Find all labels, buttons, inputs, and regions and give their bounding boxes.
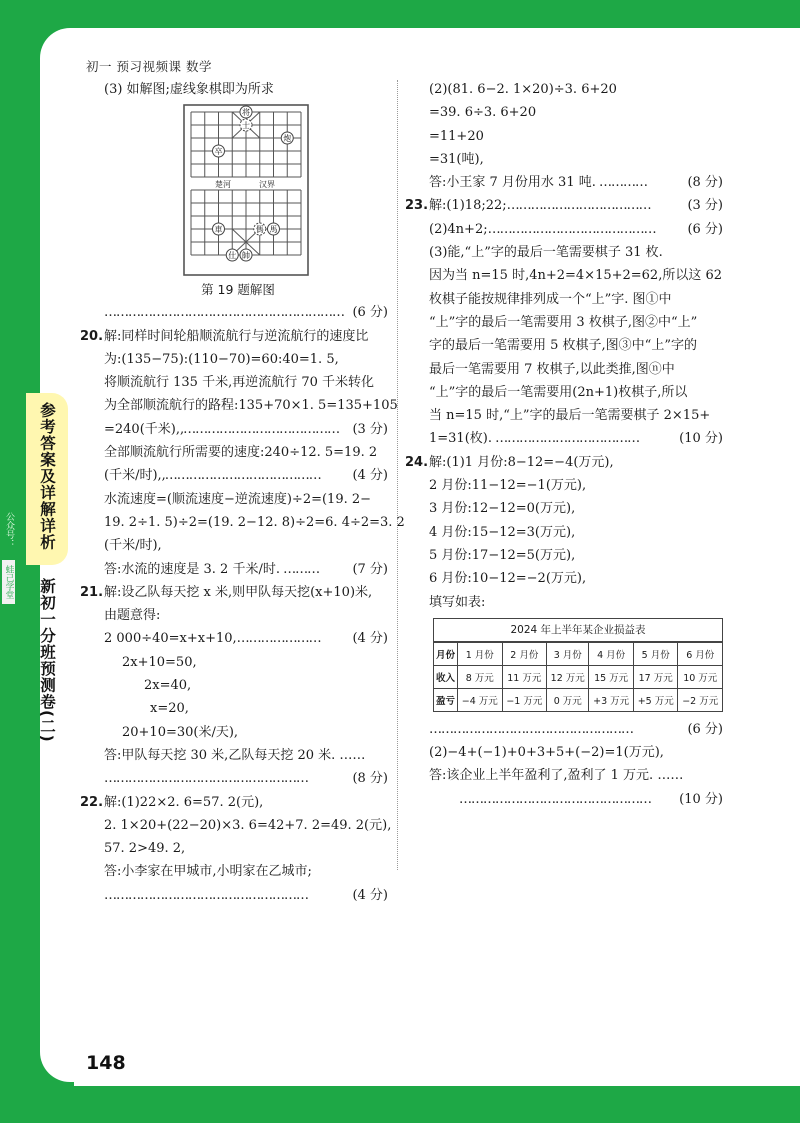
q22-cont-line: =11+20 [429, 128, 484, 144]
table-cell: 12 万元 [547, 665, 589, 688]
table-cell: 11 万元 [502, 665, 547, 688]
q20-line: (千米/时), [104, 538, 162, 554]
q23-line: “上”字的最后一笔需要用 3 枚棋子,图②中“上” [429, 314, 698, 330]
table-cell: 0 万元 [547, 688, 589, 711]
table-cell: 10 万元 [678, 665, 722, 688]
solution-text: 解:同样时间轮船顺流航行与逆流航行的速度比 [104, 328, 369, 344]
score: (3 分) [352, 421, 388, 437]
score: (4 分) [352, 631, 388, 647]
board-bottom-grid [191, 190, 301, 255]
q23-line: 字的最后一笔需要用 5 枚棋子,图③中“上”字的 [429, 338, 697, 354]
table-cell: 17 万元 [633, 665, 678, 688]
q22-line: 2. 1×20+(22−20)×3. 6=42+7. 2=49. 2(元), [104, 817, 392, 833]
page-number: 148 [86, 1052, 126, 1074]
q21-score-line: …………………………………………… (8 分) [80, 767, 388, 790]
svg-text:帥: 帥 [242, 251, 250, 261]
chess-piece-jiang [240, 106, 252, 118]
svg-text:炮: 炮 [283, 134, 292, 144]
q24-line: 填写如表: [429, 594, 486, 610]
bottom-green-band [0, 1086, 800, 1123]
q21-line: 2x=40, [144, 678, 192, 694]
table-cell: 8 万元 [457, 665, 502, 688]
q24-score-line: …………………………………………… (6 分) [405, 718, 723, 741]
q23-line: 枚棋子能按规律排列成一个“上”字. 图①中 [429, 291, 672, 307]
score: (6 分) [352, 305, 388, 321]
q23-line: (2)4n+2;…………………………………… (6 分) [405, 218, 723, 241]
q20-line: =240(千米),,………………………………… (3 分) [80, 418, 388, 441]
solution-text: 解:(1)18;22; [429, 198, 507, 214]
svg-text:傌: 傌 [255, 225, 264, 235]
chess-piece-shi-red [226, 249, 238, 261]
score: (6 分) [687, 721, 723, 737]
q23-line: 23.解:(1)18;22;……………………………… (3 分) [405, 194, 723, 217]
q21-line: 2x+10=50, [122, 654, 197, 670]
table-cell: 2 月份 [502, 642, 547, 665]
score: (10 分) [679, 431, 723, 447]
table-cell: 收入 [434, 665, 457, 688]
right-column [405, 78, 723, 811]
table-cell: −2 万元 [678, 688, 722, 711]
q22-cont-line: (2)(81. 6−2. 1×20)÷3. 6+20 [429, 82, 617, 97]
q22-cont-line: 答:小王家 7 月份用水 31 吨. ………… (8 分) [405, 171, 723, 194]
chess-piece-ma-dashed [254, 223, 266, 235]
q19-score-line: …………………………………………………… (6 分) [80, 301, 388, 324]
svg-text:馬: 馬 [269, 225, 278, 235]
question-number: 23. [405, 198, 429, 214]
column-divider [397, 80, 398, 870]
q21-line: 答:甲队每天挖 30 米,乙队每天挖 20 米. …… [104, 747, 366, 763]
chess-piece-zu [213, 145, 225, 157]
score: (4 分) [352, 887, 388, 903]
table-cell: 5 月份 [633, 642, 678, 665]
table-row [434, 688, 722, 711]
q24-line: 6 月份:10−12=−2(万元), [429, 571, 587, 587]
q22-cont-line: =39. 6÷3. 6+20 [429, 105, 537, 121]
river-left-label: 楚河 [215, 180, 231, 190]
left-column [80, 78, 405, 907]
solution-text: 解:(1)22×2. 6=57. 2(元), [104, 794, 264, 810]
table-cell: 3 月份 [547, 642, 589, 665]
q23-line: (3)能,“上”字的最后一笔需要棋子 31 枚. [429, 245, 663, 261]
score: (3 分) [687, 198, 723, 214]
chess-board [183, 104, 309, 276]
q20-line: (千米/时),,………………………………… (4 分) [80, 464, 388, 487]
side-tab-title: 参考答案及详解详析 [38, 402, 56, 551]
chess-piece-pao [281, 132, 293, 144]
chess-piece-shi [240, 119, 252, 131]
q20-line: 全部顺流航行所需要的速度:240÷12. 5=19. 2 [104, 445, 378, 461]
question-number: 24. [405, 454, 429, 470]
table-cell: 月份 [434, 642, 457, 665]
q24-line: 2 月份:11−12=−1(万元), [429, 478, 587, 494]
q22-score-line: …………………………………………… (4 分) [80, 884, 388, 907]
table-header-row [434, 642, 722, 665]
svg-text:士: 士 [242, 121, 250, 131]
table-cell: 盈亏 [434, 688, 457, 711]
table-title: 2024 年上半年某企业损益表 [434, 619, 722, 642]
q19-intro: (3) 如解图;虚线象棋即为所求 [104, 82, 274, 97]
q20-line: 19. 2÷1. 5)÷2=(19. 2−12. 8)÷2=6. 4÷2=3. 2 [104, 514, 405, 530]
figure-caption: 第 19 题解图 [201, 282, 275, 298]
wechat-label: 公众号： [4, 512, 14, 548]
solution-text: 解:设乙队每天挖 x 米,则甲队每天挖(x+10)米, [104, 584, 373, 600]
score: (4 分) [352, 468, 388, 484]
wechat-name: 蛙己学堂 [2, 560, 15, 604]
river-right-label: 汉界 [259, 180, 275, 190]
q23-line: 最后一笔需要用 7 枚棋子,以此类推,图ⓝ中 [429, 361, 675, 377]
q21-line [80, 581, 388, 604]
q20-line: 答:水流的速度是 3. 2 千米/时. ……… (7 分) [80, 558, 388, 581]
chess-piece-ma [268, 223, 280, 235]
svg-text:車: 車 [214, 225, 223, 235]
table-cell: +5 万元 [633, 688, 678, 711]
q23-line: 1=31(枚). ……………………………… (10 分) [405, 427, 723, 450]
score: (10 分) [679, 791, 723, 807]
q24-score-line: ………………………………………… (10 分) [405, 788, 723, 811]
question-number: 22. [80, 794, 104, 810]
q22-line: 答:小李家在甲城市,小明家在乙城市; [104, 864, 312, 880]
question-number: 21. [80, 584, 104, 600]
solution-text: 解:(1)1 月份:8−12=−4(万元), [429, 454, 614, 470]
q22-line [80, 791, 388, 814]
table-cell: −1 万元 [502, 688, 547, 711]
q24-line: 答:该企业上半年盈利了,盈利了 1 万元. …… [429, 768, 684, 784]
side-tab-subtitle: 新初一分班预测卷(二) [38, 578, 56, 743]
chess-piece-shuai [240, 249, 252, 261]
profit-loss-table [433, 618, 723, 712]
table-cell: 4 月份 [589, 642, 634, 665]
q24-line: 4 月份:15−12=3(万元), [429, 524, 576, 540]
q24-line: 5 月份:17−12=5(万元), [429, 547, 576, 563]
q21-line: x=20, [150, 701, 189, 717]
svg-text:仕: 仕 [228, 251, 237, 261]
chess-board-figure [80, 101, 388, 279]
table-cell: 15 万元 [589, 665, 634, 688]
q23-line: “上”字的最后一笔需要用(2n+1)枚棋子,所以 [429, 384, 688, 400]
score: (6 分) [687, 221, 723, 237]
q23-line: 因为当 n=15 时,4n+2=4×15+2=62,所以这 62 [429, 268, 723, 284]
q20-line: 为:(135−75):(110−70)=60:40=1. 5, [104, 351, 339, 367]
table-cell: 6 月份 [678, 642, 722, 665]
q23-line: 当 n=15 时,“上”字的最后一笔需要棋子 2×15+ [429, 408, 711, 424]
table-cell: +3 万元 [589, 688, 634, 711]
q21-line: 2 000÷40=x+x+10,………………… (4 分) [80, 627, 388, 650]
q22-line: 57. 2>49. 2, [104, 841, 186, 857]
q20-line: 为全部顺流航行的路程:135+70×1. 5=135+105 [104, 398, 398, 414]
table-cell: −4 万元 [457, 688, 502, 711]
score: (7 分) [352, 561, 388, 577]
q24-line: (2)−4+(−1)+0+3+5+(−2)=1(万元), [429, 745, 664, 761]
q24-line: 3 月份:12−12=0(万元), [429, 501, 576, 517]
svg-text:将: 将 [242, 108, 250, 118]
score: (8 分) [687, 175, 723, 191]
q24-line [405, 451, 723, 474]
q21-line: 20+10=30(米/天), [122, 724, 239, 740]
q20-line: 水流速度=(顺流速度−逆流速度)÷2=(19. 2− [104, 491, 372, 507]
table-cell: 1 月份 [457, 642, 502, 665]
q22-cont-line: =31(吨), [429, 151, 484, 167]
score: (8 分) [352, 771, 388, 787]
chess-piece-che [213, 223, 225, 235]
q20-line: 将顺流航行 135 千米,再逆流航行 70 千米转化 [104, 375, 375, 391]
svg-text:卒: 卒 [214, 147, 223, 157]
page-header: 初一 预习视频课 数学 [86, 59, 212, 74]
q21-line: 由题意得: [104, 608, 161, 624]
table-row [434, 665, 722, 688]
question-number: 20. [80, 328, 104, 344]
q20-line [80, 325, 388, 348]
